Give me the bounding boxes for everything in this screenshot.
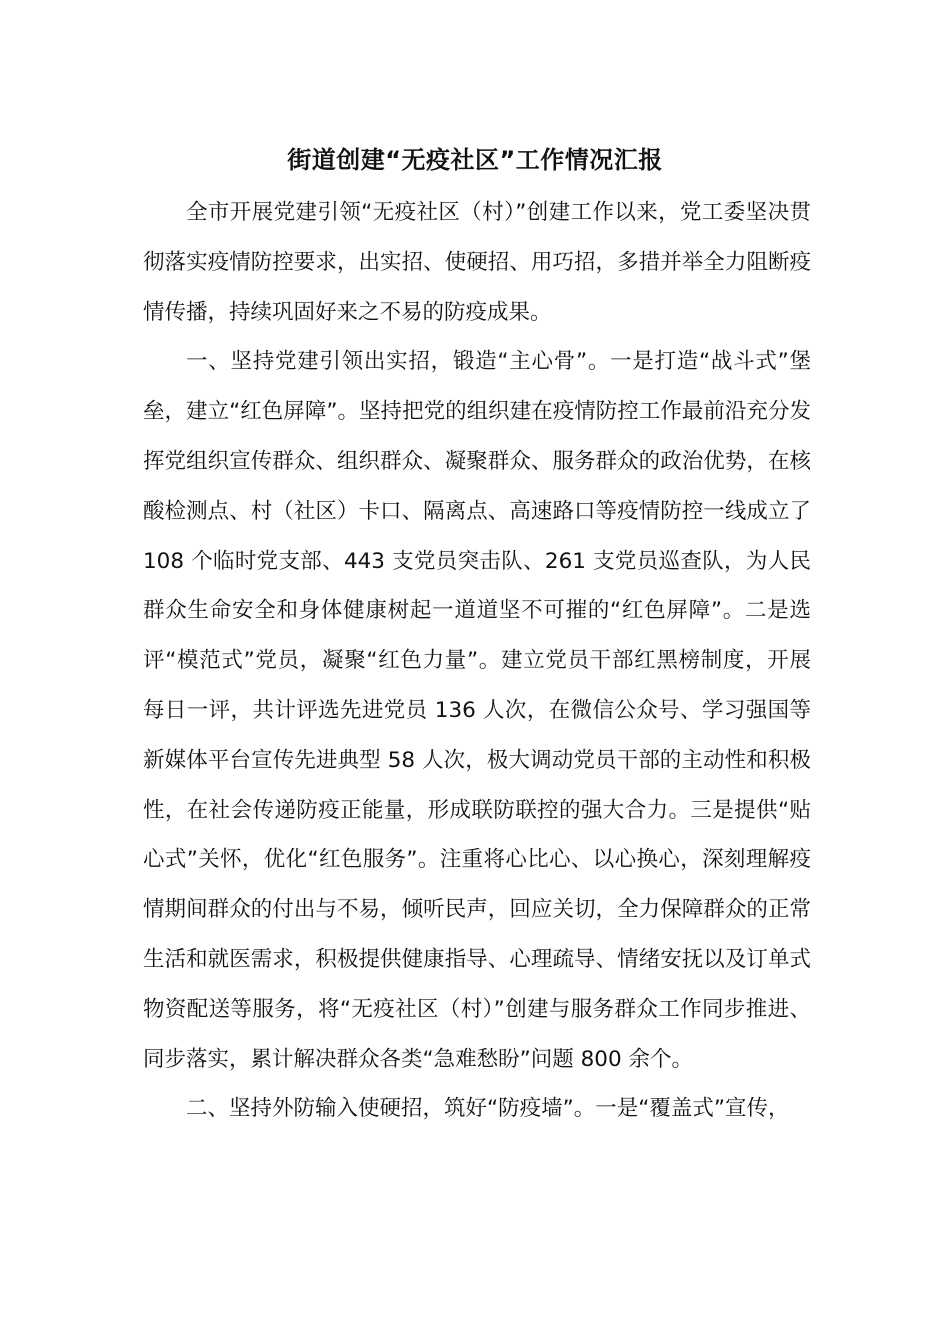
document-body xyxy=(143,188,811,1134)
section-one-paragraph: 一、坚持党建引领出实招，锻造“主心骨”。一是打造“战斗式”堡垒，建立“红色屏障”。坚持把党的组织建在疫情防控工作最前沿充分发挥党组织宣传群众、组织群众、凝聚群众、服务群众的政治优势，在核酸检测点、村（社区）卡口、隔离点、高速路口等疫情防控一线成立了 108 个临时党支部、443 支党员突击队、261 支党员巡查队，为人民群众生命安全和身体健康树起一道道坚不可摧的“红色屏障”。二是选评“模范式”党员，凝聚“红色力量”。建立党员干部红黑榜制度，开展每日一评，共计评选先进党员 136 人次，在微信公众号、学习强国等新媒体平台宣传先进典型 58 人次，极大调动党员干部的主动性和积极性，在社会传递防疫正能量，形成联防联控的强大合力。三是提供“贴心式”关怀，优化“红色服务”。注重将心比心、以心换心，深刻理解疫情期间群众的付出与不易，倾听民声，回应关切，全力保障群众的正常生活和就医需求，积极提供健康指导、心理疏导、情绪安抚以及订单式物资配送等服务，将“无疫社区（村）”创建与服务群众工作同步推进、同步落实，累计解决群众各类“急难愁盼”问题 800 余个。 xyxy=(143,349,811,1072)
document-title: 街道创建“无疫社区”工作情况汇报 xyxy=(287,146,663,174)
intro-paragraph: 全市开展党建引领“无疫社区（村）”创建工作以来，党工委坚决贯彻落实疫情防控要求，出实招、使硬招、用巧招，多措并举全力阻断疫情传播，持续巩固好来之不易的防疫成果。 xyxy=(143,200,811,325)
section-two-paragraph: 二、坚持外防输入使硬招，筑好“防疫墙”。一是“覆盖式”宣传， xyxy=(186,1096,790,1122)
